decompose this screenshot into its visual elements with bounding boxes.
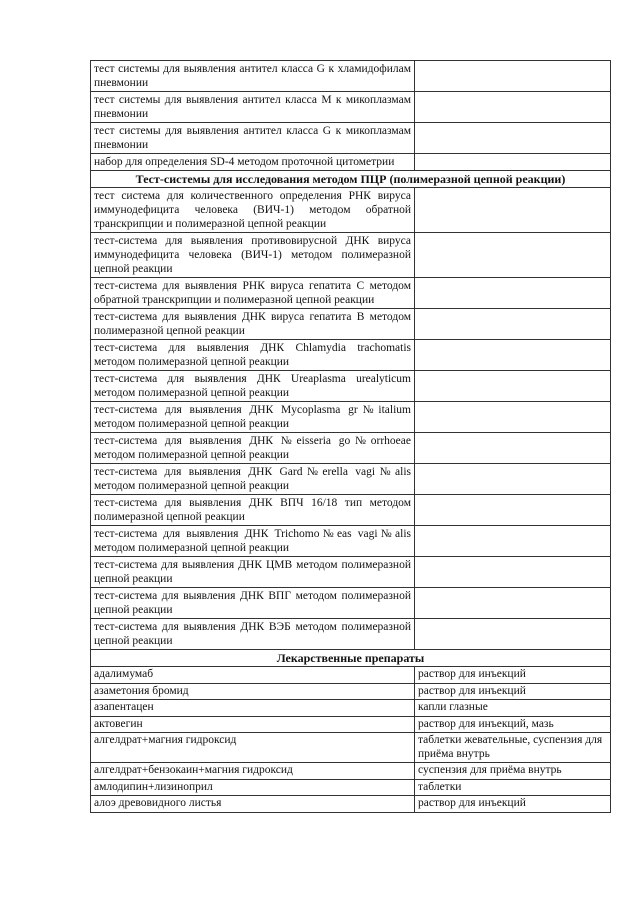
empty-form-cell bbox=[415, 464, 611, 495]
section-heading: Тест-системы для исследования методом ПЦР (полимеразной цепной реакции) bbox=[91, 171, 611, 188]
drug-name: азапентацен bbox=[91, 700, 415, 717]
test-system-row bbox=[91, 154, 611, 171]
pcr-test-row bbox=[91, 188, 611, 233]
empty-form-cell bbox=[415, 309, 611, 340]
empty-form-cell bbox=[415, 278, 611, 309]
pcr-test-row bbox=[91, 464, 611, 495]
item-name-cell: тест-система для выявления ДНК ВЭБ методом полимеразной цепной реакции bbox=[91, 619, 415, 650]
drug-form: раствор для инъекций bbox=[415, 667, 611, 684]
empty-form-cell bbox=[415, 557, 611, 588]
supply-table bbox=[90, 60, 611, 813]
item-name-cell: набор для определения SD-4 методом проточной цитометрии bbox=[91, 154, 415, 171]
item-name-cell: тест-система для выявления ДНК Mycoplasma gr№italium методом полимеразной цепной реакции bbox=[91, 402, 415, 433]
item-name-cell: тест-система для выявления ДНК Ureaplasma urealyticum методом полимеразной цепной реакции bbox=[91, 371, 415, 402]
test-system-row bbox=[91, 61, 611, 92]
pcr-test-row bbox=[91, 433, 611, 464]
pcr-section-header bbox=[91, 171, 611, 188]
item-name-cell: тест системы для выявления антител класса M к микоплазмам пневмонии bbox=[91, 92, 415, 123]
empty-form-cell bbox=[415, 233, 611, 278]
test-system-row bbox=[91, 123, 611, 154]
item-name-cell: тест-система для выявления противовирусной ДНК вируса иммунодефицита человека (ВИЧ-1) методом полимеразной цепной реакции bbox=[91, 233, 415, 278]
empty-form-cell bbox=[415, 402, 611, 433]
empty-form-cell bbox=[415, 61, 611, 92]
drug-form: таблетки bbox=[415, 779, 611, 796]
drug-row bbox=[91, 733, 611, 763]
item-name-cell: тест-система для выявления ДНК Gard№erella vagi№alis методом полимеразной цепной реакции bbox=[91, 464, 415, 495]
drug-form: раствор для инъекций bbox=[415, 683, 611, 700]
drug-name: актовегин bbox=[91, 716, 415, 733]
drug-row bbox=[91, 700, 611, 717]
drug-form: раствор для инъекций bbox=[415, 796, 611, 813]
item-name-cell: тест-система для выявления ДНК ВПЧ 16/18 тип методом полимеразной цепной реакции bbox=[91, 495, 415, 526]
empty-form-cell bbox=[415, 154, 611, 171]
pcr-test-row bbox=[91, 588, 611, 619]
empty-form-cell bbox=[415, 188, 611, 233]
pcr-test-row bbox=[91, 557, 611, 588]
drug-row bbox=[91, 763, 611, 780]
drug-name: амлодипин+лизиноприл bbox=[91, 779, 415, 796]
empty-form-cell bbox=[415, 123, 611, 154]
drug-form: капли глазные bbox=[415, 700, 611, 717]
item-name-cell: тест-система для выявления ДНК ВПГ методом полимеразной цепной реакции bbox=[91, 588, 415, 619]
item-name-cell: тест-система для выявления ДНК ЦМВ методом полимеразной цепной реакции bbox=[91, 557, 415, 588]
drug-form: раствор для инъекций, мазь bbox=[415, 716, 611, 733]
pcr-test-row bbox=[91, 309, 611, 340]
empty-form-cell bbox=[415, 371, 611, 402]
item-name-cell: тест-система для выявления ДНК №eisseria go№orrhoeae методом полимеразной цепной реакции bbox=[91, 433, 415, 464]
drug-form: суспензия для приёма внутрь bbox=[415, 763, 611, 780]
document-page bbox=[90, 60, 610, 813]
item-name-cell: тест система для количественного определения РНК вируса иммунодефицита человека (ВИЧ-1) методом обратной транскрипции и полимеразной цепной реакции bbox=[91, 188, 415, 233]
item-name-cell: тест-система для выявления РНК вируса гепатита С методом обратной транскрипции и полимеразной цепной реакции bbox=[91, 278, 415, 309]
item-name-cell: тест-система для выявления ДНК Trichomo№eas vagi№alis методом полимеразной цепной реакции bbox=[91, 526, 415, 557]
pcr-test-row bbox=[91, 371, 611, 402]
drug-name: азаметония бромид bbox=[91, 683, 415, 700]
drug-row bbox=[91, 779, 611, 796]
drug-form: таблетки жевательные, суспензия для приёма внутрь bbox=[415, 733, 611, 763]
drug-name: алгелдрат+магния гидроксид bbox=[91, 733, 415, 763]
drug-row bbox=[91, 796, 611, 813]
drugs-section-header bbox=[91, 650, 611, 667]
item-name-cell: тест-система для выявления ДНК вируса гепатита В методом полимеразной цепной реакции bbox=[91, 309, 415, 340]
drug-name: алгелдрат+бензокаин+магния гидроксид bbox=[91, 763, 415, 780]
item-name-cell: тест-система для выявления ДНК Chlamydia trachomatis методом полимеразной цепной реакции bbox=[91, 340, 415, 371]
empty-form-cell bbox=[415, 340, 611, 371]
test-system-row bbox=[91, 92, 611, 123]
item-name-cell: тест системы для выявления антител класса G к микоплазмам пневмонии bbox=[91, 123, 415, 154]
pcr-test-row bbox=[91, 278, 611, 309]
drug-name: алоэ древовидного листья bbox=[91, 796, 415, 813]
empty-form-cell bbox=[415, 619, 611, 650]
section-heading: Лекарственные препараты bbox=[91, 650, 611, 667]
drug-row bbox=[91, 667, 611, 684]
drug-row bbox=[91, 716, 611, 733]
pcr-test-row bbox=[91, 402, 611, 433]
pcr-test-row bbox=[91, 233, 611, 278]
empty-form-cell bbox=[415, 433, 611, 464]
empty-form-cell bbox=[415, 588, 611, 619]
empty-form-cell bbox=[415, 92, 611, 123]
pcr-test-row bbox=[91, 340, 611, 371]
empty-form-cell bbox=[415, 495, 611, 526]
pcr-test-row bbox=[91, 619, 611, 650]
pcr-test-row bbox=[91, 495, 611, 526]
item-name-cell: тест системы для выявления антител класса G к хламидофилам пневмонии bbox=[91, 61, 415, 92]
drug-row bbox=[91, 683, 611, 700]
empty-form-cell bbox=[415, 526, 611, 557]
pcr-test-row bbox=[91, 526, 611, 557]
drug-name: адалимумаб bbox=[91, 667, 415, 684]
